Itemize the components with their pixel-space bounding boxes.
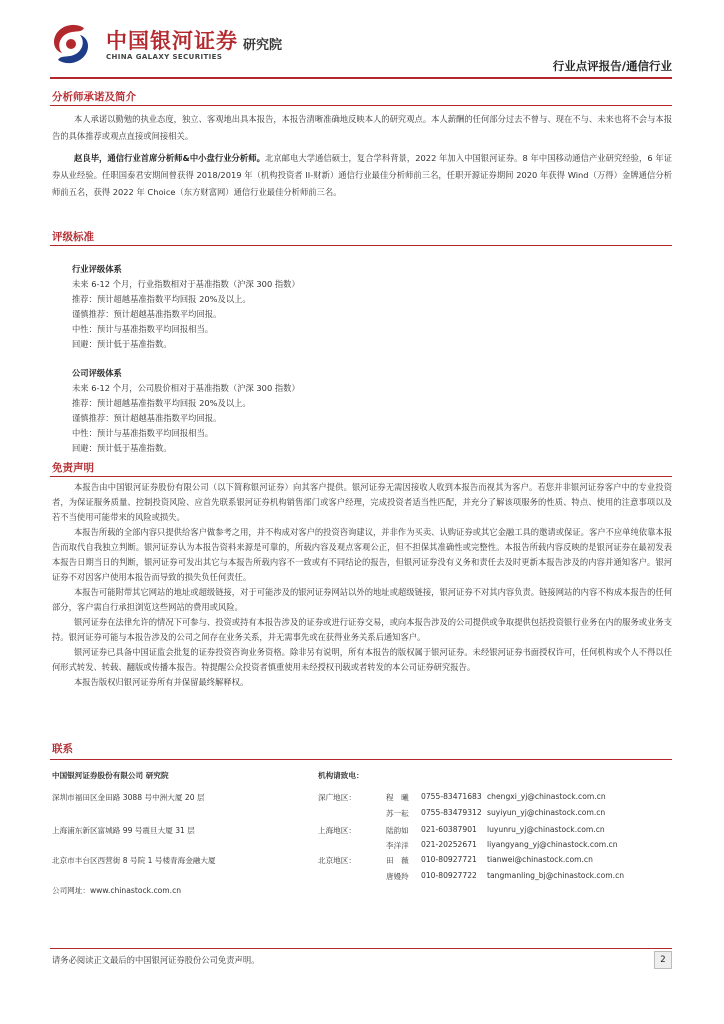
- company-rating-line: 谨慎推荐：预计超越基准指数平均回报。: [72, 413, 222, 423]
- contact-phone: 0755-83479312: [421, 808, 482, 817]
- industry-rating-line: 推荐：预计超越基准指数平均回报 20%及以上。: [72, 294, 251, 304]
- contact-region: 北京地区：: [318, 856, 356, 865]
- disclaimer-paragraph: 银河证券在法律允许的情况下可参与、投资或持有本报告涉及的证券或进行证券交易，或向本报告涉及的公司提供或争取提供包括投资银行业务在内的服务或业务支持。银河证券可能与本报告涉及的公司之间存在业务关系，并无需事先或在获得业务关系后通知客户。: [52, 617, 672, 642]
- page-number: 2: [654, 951, 672, 969]
- contact-name: 陆韵如: [386, 826, 409, 835]
- section-divider: [50, 105, 672, 106]
- analyst-bio-text: 北京邮电大学通信硕士，复合学科背景，2022 年加入中国银河证券。8 年中国移动通信产业研究经验，6 年证券从业经验。任职国泰君安期间曾获得 2018/2019 年（机构投资者 II-财新）通信行业最佳分析师前三名，任职开源证券期间 2020 年获得 Wind（万得）金牌通信分析师前五名，获得 2022 年 Choice（东方财富网）通信行业最佳分析师前三名。: [52, 153, 672, 197]
- company-rating-line: 推荐：预计超越基准指数平均回报 20%及以上。: [72, 398, 251, 408]
- contact-phone: 021-60387901: [421, 825, 477, 834]
- contact-email[interactable]: chengxi_yj@chinastock.com.cn: [487, 792, 606, 801]
- disclaimer-paragraph: 本报告由中国银河证券股份有限公司（以下简称银河证券）向其客户提供。银河证券无需因接收人收到本报告而视其为客户。若您并非银河证券客户中的专业投资者，为保证服务质量、控制投资风险、应首先联系银河证券机构销售部门或客户经理，完成投资者适当性匹配，并充分了解该项服务的性质、特点、使用的注意事项以及若不当使用可能带来的风险或损失。: [52, 482, 672, 522]
- contact-email[interactable]: suyiyun_yj@chinastock.com.cn: [487, 808, 606, 817]
- industry-rating-line: 回避：预计低于基准指数。: [72, 339, 172, 349]
- analyst-bio: [52, 150, 672, 201]
- header-divider: [50, 77, 672, 79]
- company-rating-line: 未来 6-12 个月，公司股价相对于基准指数（沪深 300 指数）: [72, 383, 300, 393]
- brand-name-en: CHINA GALAXY SECURITIES: [106, 53, 223, 61]
- disclaimer-paragraph: 本报告版权归银河证券所有并保留最终解释权。: [74, 677, 249, 687]
- industry-rating-line: 谨慎推荐：预计超越基准指数平均回报。: [72, 309, 222, 319]
- industry-rating-line: 中性：预计与基准指数平均回报相当。: [72, 324, 214, 334]
- contact-name: 田 薇: [386, 856, 409, 865]
- brand-name: 中国银河证券: [106, 29, 238, 53]
- contact-region: 上海地区：: [318, 826, 356, 835]
- galaxy-logo-icon: [50, 22, 92, 66]
- report-type: 行业点评报告/通信行业: [552, 59, 672, 73]
- company-rating-title: 公司评级体系: [72, 368, 122, 378]
- contact-email[interactable]: luyunru_yj@chinastock.com.cn: [487, 825, 605, 834]
- disclaimer-paragraph: 本报告可能附带其它网站的地址或超级链接，对于可能涉及的银河证券网站以外的地址或超级链接，银河证券不对其内容负责。链接网站的内容不构成本报告的任何部分，客户需自行承担浏览这些网站的费用或风险。: [52, 587, 672, 612]
- disclaimer-body: [52, 480, 672, 690]
- section-title-disclaimer: 免责声明: [52, 462, 94, 474]
- contact-name: 唐嫚羚: [386, 872, 409, 881]
- industry-rating-line: 未来 6-12 个月，行业指数相对于基准指数（沪深 300 指数）: [72, 279, 300, 289]
- contact-company: 中国银河证券股份有限公司 研究院: [52, 771, 169, 780]
- section-title-contact: 联系: [52, 743, 73, 755]
- analyst-name-title: 赵良毕，通信行业首席分析师&中小盘行业分析师。: [74, 153, 265, 163]
- company-rating-line: 中性：预计与基准指数平均回报相当。: [72, 428, 214, 438]
- contact-phone: 010-80927722: [421, 871, 477, 880]
- footer-notice: 请务必阅读正文最后的中国银河证券股份公司免责声明。: [52, 955, 260, 965]
- contact-region: 深广地区：: [318, 793, 356, 802]
- company-rating-line: 回避：预计低于基准指数。: [72, 443, 172, 453]
- brand-suffix: 研究院: [243, 38, 283, 53]
- contact-email[interactable]: liyangyang_yj@chinastock.com.cn: [487, 840, 618, 849]
- contact-name: 苏一耘: [386, 809, 409, 818]
- contact-email[interactable]: tianwei@chinastock.com.cn: [487, 855, 593, 864]
- contact-phone: 021-20252671: [421, 840, 477, 849]
- contact-name: 李洋洋: [386, 841, 409, 850]
- contact-name: 程 曦: [386, 793, 409, 802]
- company-rating-block: [72, 366, 632, 456]
- disclaimer-paragraph: 本报告所载的全部内容只提供给客户做参考之用，并不构成对客户的投资咨询建议，并非作为买卖、认购证券或其它金融工具的邀请或保证。客户不应单纯依靠本报告而取代自我独立判断。银河证券认为本报告资料来源是可靠的，所载内容及观点客观公正，但不担保其准确性或完整性。本报告所载内容反映的是银河证券在最初发表本报告日期当日的判断，银河证券可发出其它与本报告所载内容不一致或有不同结论的报告，但银河证券没有义务和责任去及时更新本报告涉及的内容并通知客户。银河证券不对因客户使用本报告而导致的损失负任何责任。: [52, 527, 672, 582]
- contact-address: 北京市丰台区西营街 8 号院 1 号楼青海金融大厦: [52, 856, 216, 865]
- industry-rating-block: [72, 262, 632, 352]
- contact-address: 深圳市福田区金田路 3088 号中洲大厦 20 层: [52, 793, 205, 802]
- section-divider: [50, 476, 672, 477]
- section-divider: [50, 759, 672, 760]
- section-title-analyst: 分析师承诺及简介: [52, 91, 136, 103]
- contact-phone: 010-80927721: [421, 855, 477, 864]
- analyst-commitment: 本人承诺以勤勉的执业态度，独立、客观地出具本报告，本报告清晰准确地反映本人的研究观点。本人薪酬的任何部分过去不曾与、现在不与、未来也将不会与本报告的具体推荐或观点直接或间接相关。: [52, 114, 672, 141]
- contact-phone: 0755-83471683: [421, 792, 482, 801]
- footer-divider: [50, 948, 672, 949]
- industry-rating-title: 行业评级体系: [72, 264, 122, 274]
- contact-sales-title: 机构请致电：: [318, 771, 364, 780]
- contact-address: 上海浦东新区富城路 99 号震旦大厦 31 层: [52, 826, 195, 835]
- disclaimer-paragraph: 银河证券已具备中国证监会批复的证券投资咨询业务资格。除非另有说明，所有本报告的版权属于银河证券。未经银河证券书面授权许可，任何机构或个人不得以任何形式转发、转载、翻版或传播本报告。特提醒公众投资者慎重使用未经授权刊载或者转发的本公司证券研究报告。: [52, 647, 672, 672]
- contact-email[interactable]: tangmanling_bj@chinastock.com.cn: [487, 871, 625, 880]
- section-divider: [50, 245, 672, 246]
- section-title-rating: 评级标准: [52, 231, 94, 243]
- company-website[interactable]: 公司网址：www.chinastock.com.cn: [52, 886, 182, 895]
